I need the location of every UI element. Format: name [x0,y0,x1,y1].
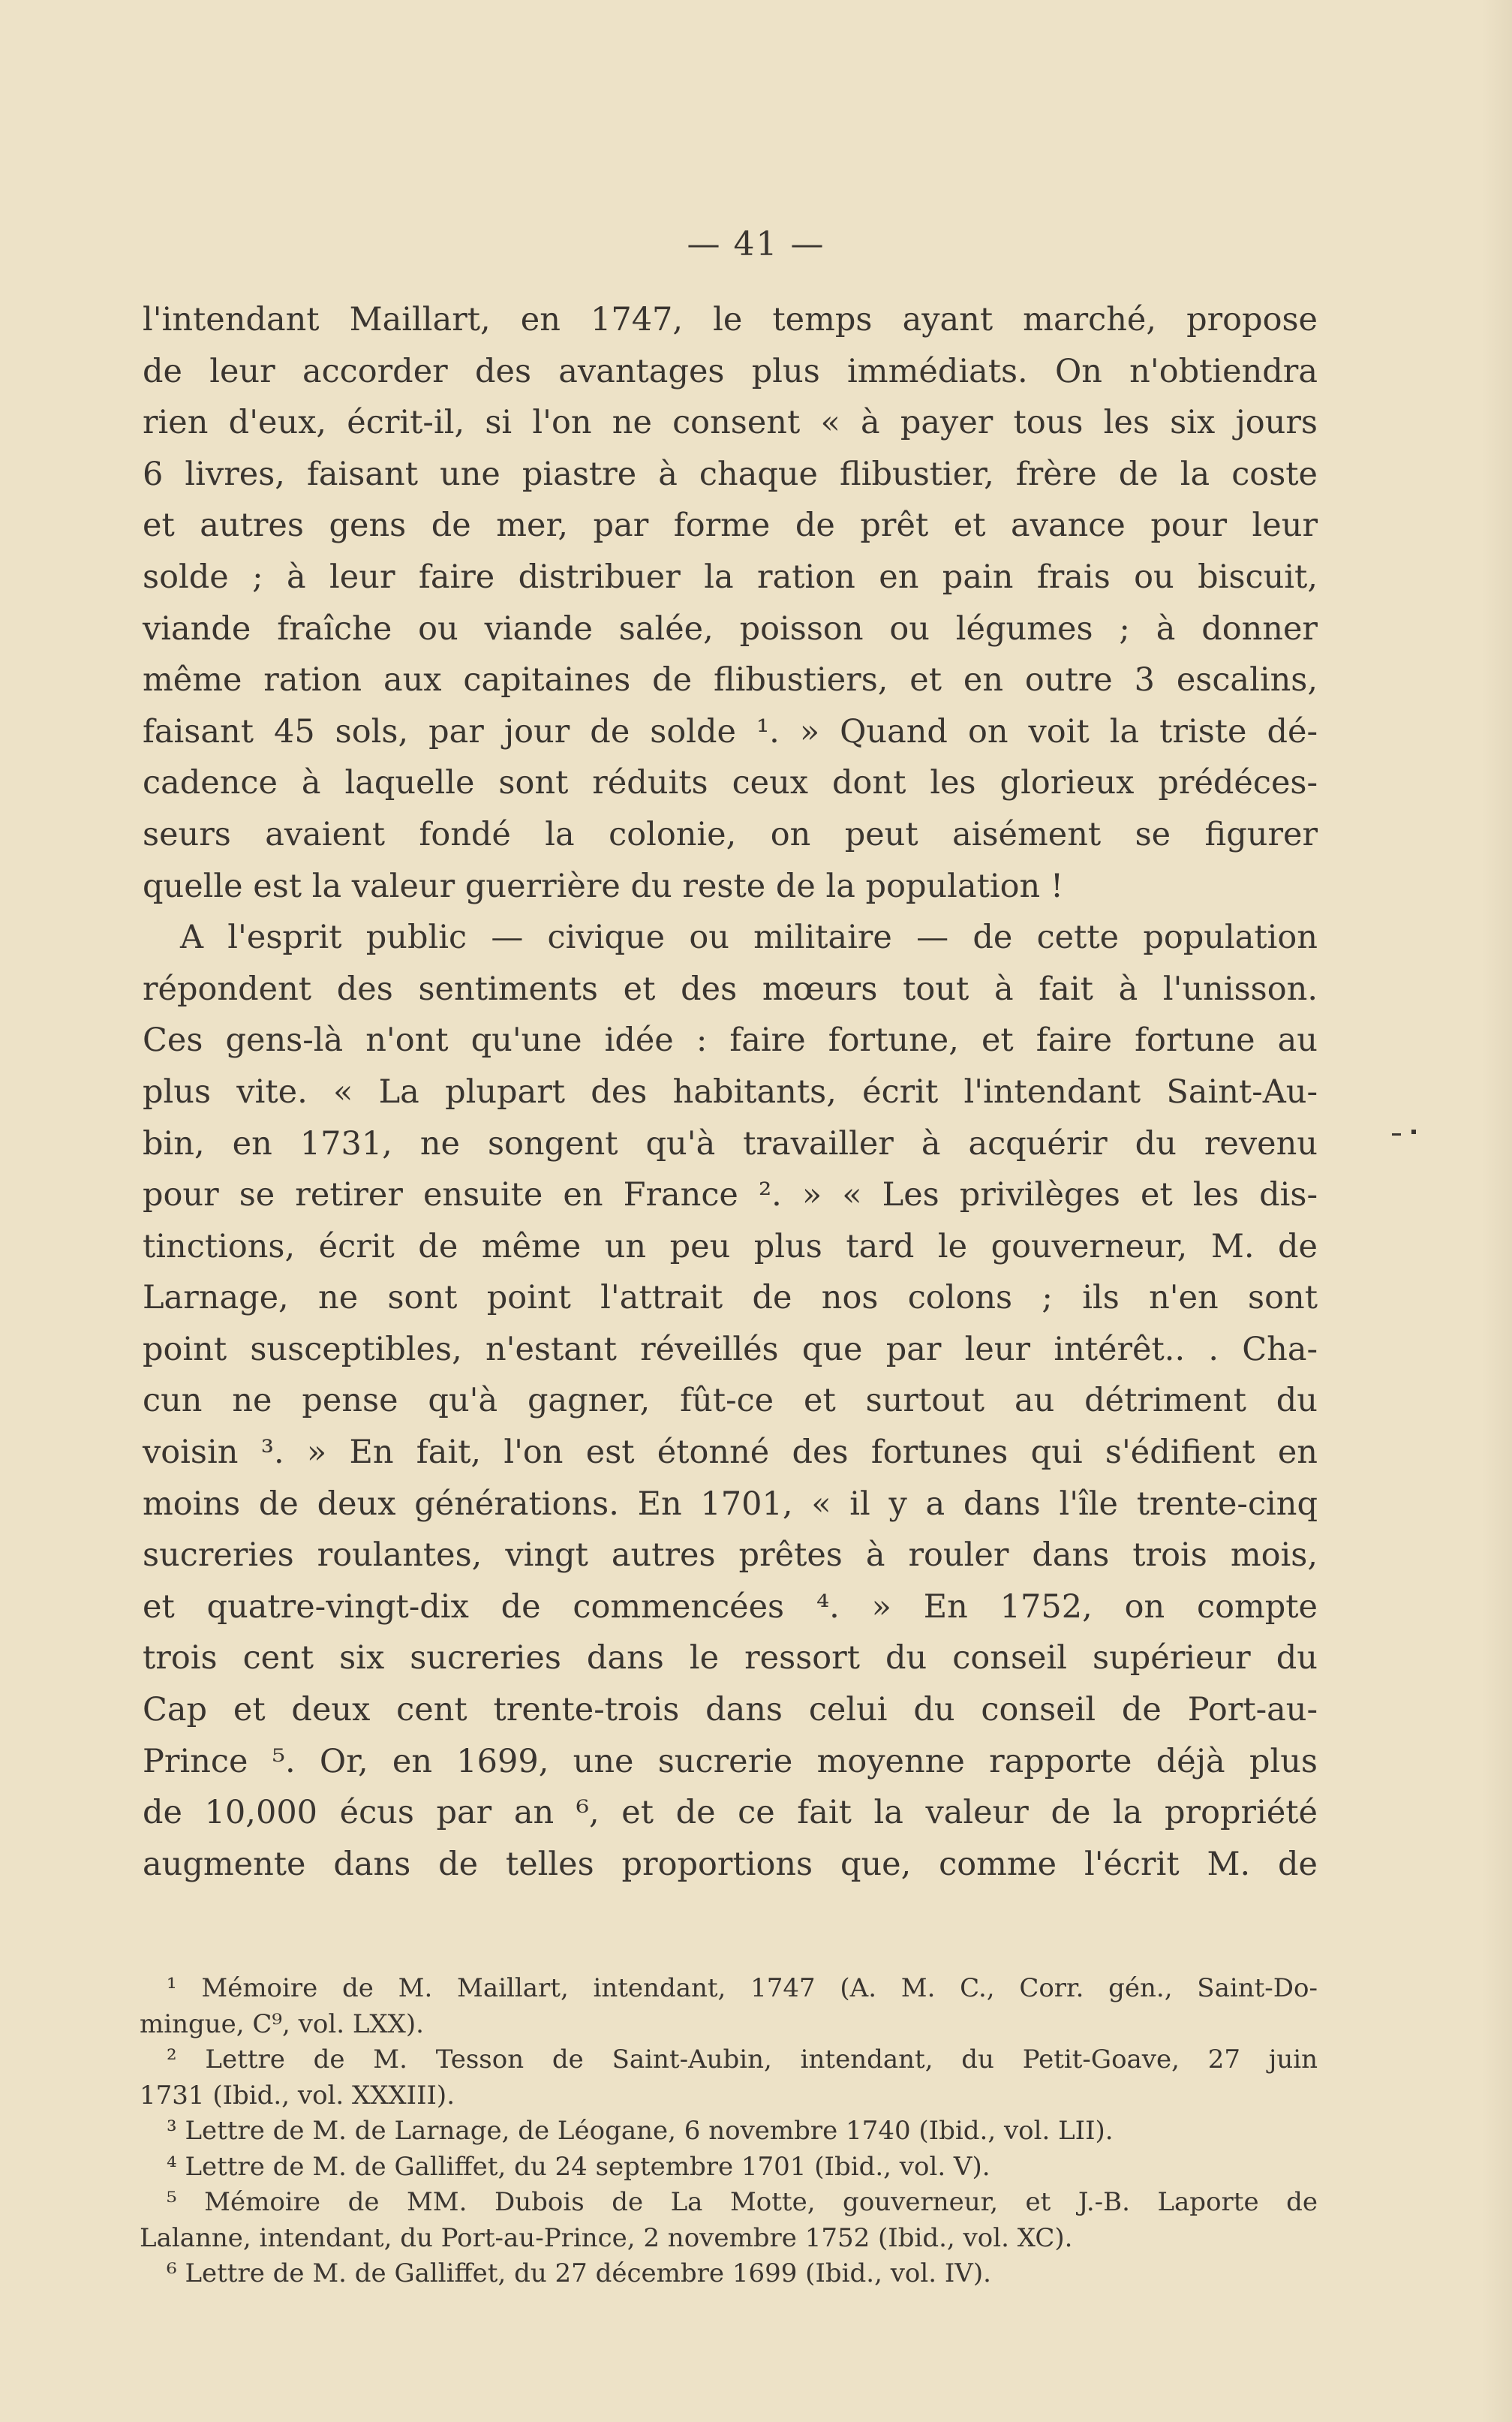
text-line: plus vite. « La plupart des habitants, écrit l'intendant Saint-Au- [143,1073,1318,1111]
footnote-line: 1731 (Ibid., vol. XXXIII). [140,2080,455,2111]
footnote-line: Lalanne, intendant, du Port-au-Prince, 2 novembre 1752 (Ibid., vol. XC). [140,2222,1073,2253]
text-line: rien d'eux, écrit-il, si l'on ne consent « à payer tous les six jours [143,404,1318,442]
text-line: et autres gens de mer, par forme de prêt et avance pour leur [143,507,1318,545]
footnote-line: ⁶ Lettre de M. de Galliffet, du 27 décembre 1699 (Ibid., vol. IV). [167,2258,991,2288]
text-line: cun ne pense qu'à gagner, fût-ce et surtout au détriment du [143,1382,1318,1420]
text-line: solde ; à leur faire distribuer la ration en pain frais ou biscuit, [143,558,1318,596]
text-line: de 10,000 écus par an ⁶, et de ce fait la valeur de la propriété [143,1794,1318,1832]
footnote-line: ³ Lettre de M. de Larnage, de Léogane, 6 novembre 1740 (Ibid., vol. LII). [167,2116,1114,2146]
text-line: de leur accorder des avantages plus immédiats. On n'obtiendra [143,352,1318,390]
footnote-line: ⁵ Mémoire de MM. Dubois de La Motte, gouverneur, et J.-B. Laporte de [167,2187,1318,2217]
text-line: 6 livres, faisant une piastre à chaque flibustier, frère de la coste [143,455,1318,493]
margin-mark [1392,1130,1422,1139]
text-line: sucreries roulantes, vingt autres prêtes à rouler dans trois mois, [143,1536,1318,1575]
text-line: bin, en 1731, ne songent qu'à travailler à acquérir du revenu [143,1124,1318,1163]
page-edge-shadow [1482,0,1512,2422]
text-line: Larnage, ne sont point l'attrait de nos colons ; ils n'en sont [143,1279,1318,1317]
text-line: point susceptibles, n'estant réveillés que par leur intérêt.. . Cha- [143,1330,1318,1368]
text-line: A l'esprit public — civique ou militaire — de cette population [180,919,1318,957]
text-line: moins de deux générations. En 1701, « il y a dans l'île trente-cinq [143,1485,1318,1523]
text-line: l'intendant Maillart, en 1747, le temps ayant marché, propose [143,301,1318,338]
text-line: Cap et deux cent trente-trois dans celui du conseil de Port-au- [143,1691,1318,1729]
text-line: faisant 45 sols, par jour de solde ¹. » Quand on voit la triste dé- [143,712,1318,751]
footnote-line: ¹ Mémoire de M. Maillart, intendant, 1747 (A. M. C., Corr. gén., Saint-Do- [167,1973,1318,2003]
text-line: Prince ⁵. Or, en 1699, une sucrerie moyenne rapporte déjà plus [143,1742,1318,1780]
text-line: répondent des sentiments et des mœurs tout à fait à l'unisson. [143,970,1318,1008]
footnote-line: ² Lettre de M. Tesson de Saint-Aubin, intendant, du Petit-Goave, 27 juin [167,2044,1318,2074]
text-line: viande fraîche ou viande salée, poisson ou légumes ; à donner [143,609,1318,648]
text-line: Ces gens-là n'ont qu'une idée : faire fortune, et faire fortune au [143,1021,1318,1060]
text-line: voisin ³. » En fait, l'on est étonné des fortunes qui s'édifient en [143,1434,1318,1472]
footnote-line: mingue, C⁹, vol. LXX). [140,2008,424,2039]
text-line: seurs avaient fondé la colonie, on peut aisément se figurer [143,815,1318,853]
text-line: augmente dans de telles proportions que, comme l'écrit M. de [143,1845,1318,1883]
page-number: — 41 — [687,225,825,263]
text-line: et quatre-vingt-dix de commencées ⁴. » En 1752, on compte [143,1587,1318,1626]
footnotes [140,1971,1318,2292]
text-line: tinctions, écrit de même un peu plus tard le gouverneur, M. de [143,1227,1318,1265]
text-line: pour se retirer ensuite en France ². » « Les privilèges et les dis- [143,1176,1318,1214]
text-line: cadence à laquelle sont réduits ceux dont les glorieux prédéces- [143,764,1318,802]
text-line: quelle est la valeur guerrière du reste de la population ! [143,867,1064,905]
text-line: même ration aux capitaines de flibustiers, et en outre 3 escalins, [143,661,1318,700]
text-line: trois cent six sucreries dans le ressort du conseil supérieur du [143,1639,1318,1677]
footnote-line: ⁴ Lettre de M. de Galliffet, du 24 septembre 1701 (Ibid., vol. V). [167,2151,990,2182]
body-text [143,294,1318,1890]
